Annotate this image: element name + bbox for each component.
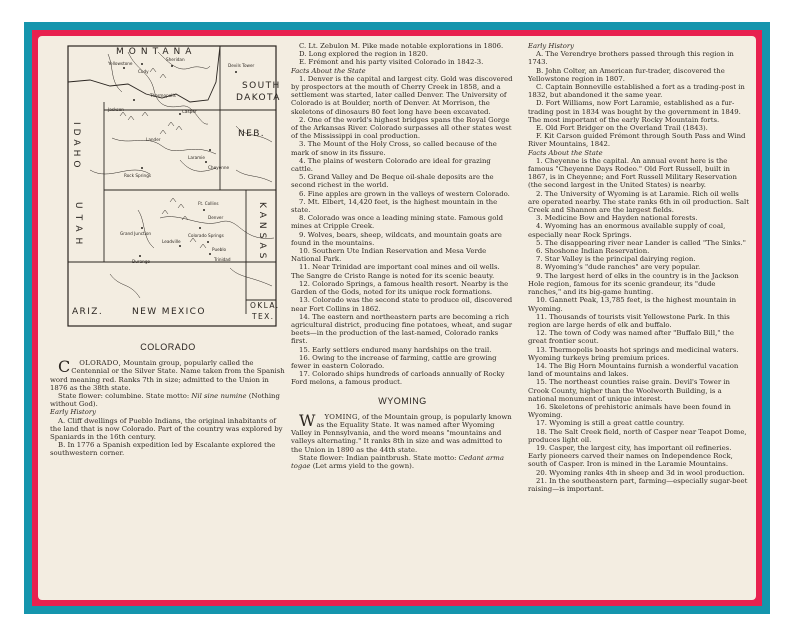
wyoming-drop-cap: W xyxy=(299,410,316,430)
colorado-early-history-item: B. In 1776 a Spanish expedition led by Escalante explored the southwestern corner. xyxy=(50,441,276,458)
wyoming-early-history-list xyxy=(528,50,750,148)
map-place: Casper xyxy=(182,109,197,114)
map-label-dakota: DAKOTA xyxy=(236,93,281,103)
wyoming-facts-list xyxy=(528,157,750,493)
wyoming-fact: 17. Wyoming is still a great cattle country. xyxy=(536,419,685,428)
wyoming-early-history-item: A. The Verendrye brothers passed through this region in 1743. xyxy=(528,50,734,67)
map-place: Laramie xyxy=(188,155,206,160)
wyoming-early-history-item: F. Kit Carson guided Frémont through South Pass and Wind River Mountains, 1842. xyxy=(528,132,746,149)
map-label-utah: UTAH xyxy=(73,202,84,251)
colorado-early-history-item: E. Frémont and his party visited Colorado in 1842-3. xyxy=(299,58,484,67)
map-label-okla: OKLA. xyxy=(250,301,280,310)
colorado-fact: 1. Denver is the capital and largest city. Gold was discovered by prospectors at the mouth of Cherry Creek in 1858, and a settlement was started, later called Denver. The University of Colorado is at Boulder, north of Denver. At Morrison, the skeletons of dinosaurs 80 feet long have been excavated. xyxy=(291,74,513,116)
colorado-fact: 14. The eastern and northeastern parts are becoming a rich agricultural district, producing fine potatoes, wheat, and sugar beets—in the production of the last-named, Colorado ranks first. xyxy=(291,312,513,346)
colorado-fact: 6. Fine apples are grown in the valleys of western Colorado. xyxy=(299,189,510,198)
wyoming-flower-motto: State flower: Indian paintbrush. State motto: Cedant arma togae (Let arms yield to the gown). xyxy=(291,453,504,470)
map-place: Pueblo xyxy=(212,247,227,252)
wyoming-fact: 1. Cheyenne is the capital. An annual event here is the famous "Cheyenne Days Rodeo." Old Fort Russell, built in 1867, is in Cheyenne; and Fort Russell Military Reservation (the second largest in the United States) is nearby. xyxy=(528,156,737,190)
map-place: Rock Springs xyxy=(124,173,152,178)
map-label-south: SOUTH xyxy=(242,81,281,91)
wyoming-fact: 9. The largest herd of elks in the country is in the Jackson Hole region, famous for its scenic grandeur, its "dude ranches," and its big-game hunting. xyxy=(528,271,739,297)
wyoming-fact: 21. In the southeastern part, farming—especially sugar-beet raising—is important. xyxy=(528,476,748,493)
colorado-fact: 4. The plains of western Colorado are ideal for grazing cattle. xyxy=(291,156,491,174)
pink-scalloped-border xyxy=(32,30,762,606)
column-3 xyxy=(528,42,750,493)
teal-border xyxy=(24,22,770,614)
colorado-fact: 16. Owing to the increase of farming, cattle are growing fewer in eastern Colorado. xyxy=(291,353,497,370)
map-place: Cody xyxy=(138,69,149,74)
colorado-fact: 5. Grand Valley and De Beque oil-shale deposits are the second richest in the world. xyxy=(291,173,494,190)
colorado-fact: 7. Mt. Elbert, 14,420 feet, is the highest mountain in the state. xyxy=(291,197,498,215)
map-place: Denver xyxy=(208,215,224,220)
map-place: Trinidad xyxy=(214,257,231,262)
colorado-flower-motto: State flower: columbine. State motto: Nil sine numine (Nothing without God). xyxy=(50,392,280,409)
colorado-fact: 11. Near Trinidad are important coal mines and oil wells. The Sangre de Cristo Range is noted for its scenic beauty. xyxy=(291,263,500,280)
colorado-fact: 9. Wolves, bears, sheep, wildcats, and mountain goats are found in the mountains. xyxy=(291,230,502,247)
map-place: Ft. Collins xyxy=(198,201,219,206)
wyoming-fact: 10. Gannett Peak, 13,785 feet, is the highest mountain in Wyoming. xyxy=(528,296,737,313)
colorado-early-history-item: D. Long explored the region in 1820. xyxy=(299,50,428,59)
colorado-intro: C OLORADO, Mountain group, popularly called the Centennial or the Silver State. Name taken from the Spanish word meaning red. Ranks 7th in size; admitted to the Union in 1876 as the 38th state. xyxy=(50,357,285,392)
colorado-fact: 10. Southern Ute Indian Reservation and Mesa Verde National Park. xyxy=(291,247,487,264)
map-place: Lander xyxy=(146,137,161,142)
wyoming-fact: 19. Casper, the largest city, has important oil refineries. Early pioneers carved their names on Independence Rock, south of Casper. Iron is mined in the Laramie Mountains. xyxy=(528,443,733,469)
colorado-fact: 12. Colorado Springs, a famous health resort. Nearby is the Garden of the Gods, noted for its unique rock formations. xyxy=(291,279,509,297)
column-2 xyxy=(291,42,514,470)
map-label-montana: MONTANA xyxy=(116,47,197,57)
colorado-drop-cap: C xyxy=(58,357,71,377)
map-place: Durango xyxy=(132,259,151,264)
wyoming-fact: 8. Wyoming's "dude ranches" are very popular. xyxy=(536,263,701,272)
wyoming-fact: 16. Skeletons of prehistoric animals have been found in Wyoming. xyxy=(528,402,731,420)
wyoming-fact: 7. Star Valley is the principal dairying region. xyxy=(536,255,696,264)
wyoming-fact: 4. Wyoming has an enormous available supply of coal, especially near Rock Springs. xyxy=(528,222,726,239)
wyoming-fact: 3. Medicine Bow and Hayden national forests. xyxy=(536,214,698,223)
wyoming-fact: 15. The northeast counties raise grain. Devil's Tower in Crook County, higher than the Woolworth Building, is a national monument of unique interest. xyxy=(528,378,730,403)
wyoming-fact: 20. Wyoming ranks 4th in sheep and 3d in wool production. xyxy=(536,468,745,477)
colorado-fact: 13. Colorado was the second state to produce oil, discovered near Fort Collins in 1862. xyxy=(291,296,513,313)
wyoming-early-history-item: E. Old Fort Bridger on the Overland Trail (1843). xyxy=(536,124,708,133)
map-place: Colorado Springs xyxy=(188,233,224,238)
state-map xyxy=(50,42,280,332)
colorado-fact: 2. One of the world's highest bridges spans the Royal Gorge of the Arkansas River. Colorado surpasses all other states west of the Mississippi in coal production. xyxy=(291,115,512,141)
wyoming-fact: 14. The Big Horn Mountains furnish a wonderful vacation land of mountains and lakes. xyxy=(528,361,739,379)
column-1 xyxy=(50,42,286,458)
wyoming-fact: 2. The University of Wyoming is at Laramie. Rich oil wells are operated nearby. The state ranks 6th in oil production. Salt Creek and Shannon are the largest fields. xyxy=(528,189,750,215)
map-place: Devils Tower xyxy=(228,63,255,68)
wyoming-fact: 11. Thousands of tourists visit Yellowstone Park. In this region are large herds of elk and buffalo. xyxy=(528,312,730,329)
map-place: Jackson xyxy=(108,107,124,112)
paper-page xyxy=(38,36,756,600)
wyoming-fact: 5. The disappearing river near Lander is called "The Sinks." xyxy=(536,238,746,247)
map-label-neb: NEB. xyxy=(238,129,266,139)
wyoming-fact: 18. The Salt Creek field, north of Casper near Teapot Dome, produces light oil. xyxy=(528,427,747,444)
map-label-kansas: KANSAS xyxy=(257,202,268,263)
colorado-early-history-heading: Early History xyxy=(50,408,96,417)
wyoming-title: WYOMING xyxy=(378,395,427,406)
wyoming-early-history-item: B. John Colter, an American fur-trader, discovered the Yellowstone region in 1807. xyxy=(528,66,725,83)
colorado-fact: 17. Colorado ships hundreds of carloads annually of Rocky Ford melons, a famous product. xyxy=(291,370,505,387)
wyoming-early-history-heading: Early History xyxy=(528,42,574,50)
wyoming-facts-heading: Facts About the State xyxy=(528,148,603,157)
wyoming-fact: 13. Thermopolis boasts hot springs and medicinal waters. Wyoming turkeys bring premium prices. xyxy=(528,345,739,362)
map-label-tex: TEX. xyxy=(252,312,275,321)
map-label-new-mexico: NEW MEXICO xyxy=(132,307,206,317)
wyoming-early-history-item: D. Fort Williams, now Fort Laramie, established as a fur-trading post in 1834 was bought by the government in 1849. The most important of the early Rocky Mountain forts. xyxy=(528,99,741,124)
map-place: Thermopolis xyxy=(150,93,176,98)
wyoming-intro: W YOMING, of the Mountain group, is popularly known as the Equality State. It was named after Wyoming Valley in Pennsylvania, and the word means "mountains and valleys alternating." It ranks 8th in size and was admitted to the Union in 1890 as the 44th state. xyxy=(291,410,512,454)
wyoming-fact: 12. The town of Cody was named after "Buffalo Bill," the great frontier scout. xyxy=(528,329,734,346)
map-label-arizona: ARIZ. xyxy=(72,307,104,317)
colorado-early-history-item: A. Cliff dwellings of Pueblo Indians, the original inhabitants of the land that is now Colorado. Part of the country was explored by Spaniards in the 16th century. xyxy=(50,416,283,442)
colorado-early-history-item: C. Lt. Zebulon M. Pike made notable explorations in 1806. xyxy=(299,42,504,50)
colorado-facts-heading: Facts About the State xyxy=(291,66,366,75)
map-place: Leadville xyxy=(162,239,181,244)
wyoming-fact: 6. Shoshone Indian Reservation. xyxy=(536,247,650,256)
colorado-facts-list xyxy=(291,75,514,387)
map-place: Yellowstone xyxy=(108,61,133,66)
map-place: Sheridan xyxy=(166,57,185,62)
colorado-fact: 3. The Mount of the Holy Cross, so called because of the mark of snow in its fissure. xyxy=(291,140,497,157)
colorado-fact: 15. Early settlers endured many hardships on the trail. xyxy=(299,345,492,354)
wyoming-early-history-item: C. Captain Bonneville established a fort as a trading-post in 1832, but abandoned it the same year. xyxy=(528,83,745,100)
map-label-idaho: IDAHO xyxy=(71,122,82,172)
map-place: Cheyenne xyxy=(208,165,230,170)
colorado-title: COLORADO xyxy=(140,342,196,352)
colorado-fact: 8. Colorado was once a leading mining state. Famous gold mines at Cripple Creek. xyxy=(291,214,503,231)
map-place: Grand Junction xyxy=(120,231,152,236)
